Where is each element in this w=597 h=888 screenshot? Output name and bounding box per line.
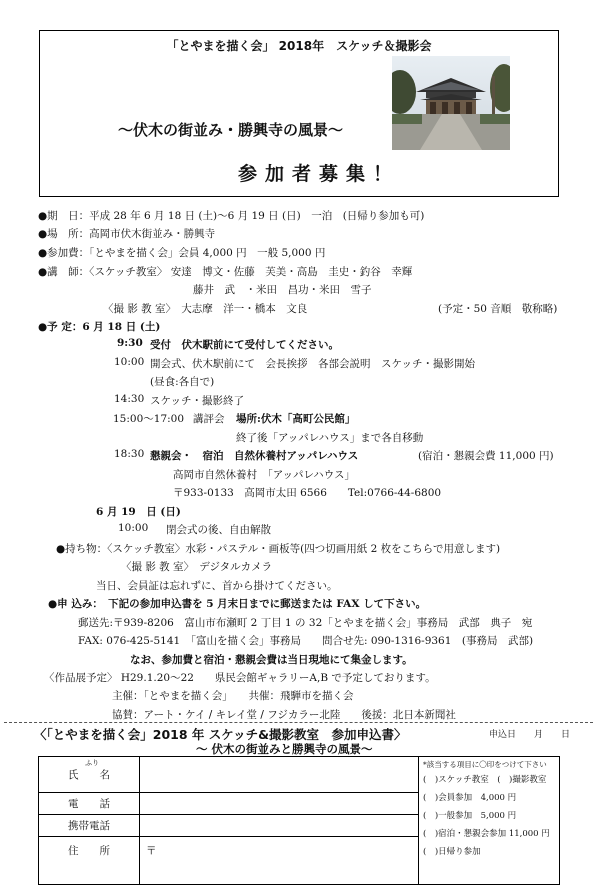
schedule-time: 15:00～17:00 <box>113 413 185 425</box>
form-title: 〈「とやまを描く会」2018 年 スケッチ&撮影教室 参加申込書〉 <box>34 727 407 742</box>
name-field[interactable] <box>140 757 419 793</box>
schedule-text: 高岡市自然休養村 「アッパレハウス」 <box>173 469 355 481</box>
schedule-time: 14:30 <box>114 393 145 405</box>
items-line-3: 当日、会員証は忘れずに、首から掛けてください。 <box>96 580 338 592</box>
temple-photo-image <box>392 56 510 150</box>
schedule-time: 10:00 <box>118 522 149 534</box>
schedule-time: 9:30 <box>117 337 143 349</box>
phone-field[interactable] <box>140 793 419 815</box>
schedule-text: 開会式、伏木駅前にて 会長挨拶 各部会説明 スケッチ・撮影開始 <box>150 358 475 370</box>
option-general[interactable]: ( )一般参加 5,000 円 <box>423 811 517 821</box>
schedule-time: 10:00 <box>114 356 145 368</box>
mobile-field[interactable] <box>140 815 419 837</box>
temple-photo <box>392 56 510 150</box>
mobile-label: 携帯電話 <box>39 815 140 837</box>
recruit-heading: 参加者募集！ <box>238 163 401 185</box>
day2-heading: 6 月 19 日 (日) <box>96 506 181 518</box>
schedule-text: 閉会式の後、自由解散 <box>166 524 271 536</box>
header-subtitle: ～伏木の街並み・勝興寺の風景～ <box>118 121 344 139</box>
schedule-text: (昼食:各自で) <box>150 376 215 388</box>
furigana-label: ふり <box>85 759 99 767</box>
place-line: ●場 所：高岡市伏木街並み・勝興寺 <box>38 228 216 240</box>
apply-line-1: ●申 込み： 下記の参加申込書を 5 月末日までに郵送または FAX して下さい。 <box>48 598 427 610</box>
apply-address: 郵送先:〒939-8206 富山市布瀬町 2 丁目 1 の 32「とやまを描く会」事務局 武部 典子 宛 <box>78 617 533 629</box>
option-class[interactable]: ( )スケッチ教室 ( )撮影教室 <box>423 775 547 785</box>
lecturer-line-3: 〈撮 影 教 室〉 大志摩 洋一・橋本 文良 <box>103 303 308 315</box>
address-field[interactable] <box>140 837 419 885</box>
lecturer-line-1: ●講 師：〈スケッチ教室〉 安達 博文・佐藤 芙美・高島 圭史・釣谷 幸輝 <box>38 266 413 278</box>
application-form-table <box>38 756 560 885</box>
apply-payment-note: なお、参加費と宿泊・懇親会費は当日現地にて集金します。 <box>130 654 413 666</box>
lecturer-note: (予定・50 音順 敬称略) <box>438 303 558 315</box>
lecturer-line-2: 藤井 武 ・米田 昌功・米田 雪子 <box>193 284 372 296</box>
schedule-heading: ●予 定：6 月 18 日 (土) <box>38 321 161 333</box>
items-line-2: 〈撮 影 教 室〉 デジタルカメラ <box>121 561 273 573</box>
apply-contact: FAX: 076-425-5141 「富山を描く会」事務局 問合せ先: 090-1316-9361 (事務局 武部) <box>78 635 534 647</box>
options-note: *該当する項目に〇印をつけて下さい <box>423 760 547 769</box>
schedule-text: 終了後「アッパレハウス」まで各自移動 <box>236 432 424 444</box>
options-cell <box>419 757 560 885</box>
items-line-1: ●持ち物：〈スケッチ教室〉水彩・パステル・画板等(四つ切画用紙 2 枚をこちらで用意します) <box>56 543 501 555</box>
review-venue: 場所:伏木「高町公民館」 <box>236 413 356 425</box>
option-stay[interactable]: ( )宿泊・懇親会参加 11,000 円 <box>423 829 550 839</box>
address-label: 住 所 <box>39 837 140 885</box>
header-box <box>39 30 559 197</box>
period-line: ●期 日：平成 28 年 6 月 18 日 (土)～6 月 19 日 (日) 一泊 (日帰り参加も可) <box>38 210 425 222</box>
stay-fee-note: (宿泊・懇親会費 11,000 円) <box>418 450 554 462</box>
schedule-text: 講評会 <box>193 413 225 425</box>
schedule-text: スケッチ・撮影終了 <box>150 395 244 407</box>
name-label: 氏 名 <box>68 769 110 781</box>
fee-line: ●参加費：「とやまを描く会」会員 4,000 円 一般 5,000 円 <box>38 247 326 259</box>
schedule-text: 〒933-0133 高岡市太田 6566 Tel:0766-44-6800 <box>173 487 442 499</box>
option-day-trip[interactable]: ( )日帰り参加 <box>423 847 481 857</box>
phone-label: 電 話 <box>39 793 140 815</box>
cut-line <box>4 722 593 723</box>
schedule-time: 18:30 <box>114 448 145 460</box>
form-date-label: 申込日 月 日 <box>489 730 571 740</box>
form-subtitle: ～ 伏木の街並みと勝興寺の風景～ <box>196 742 373 756</box>
option-member[interactable]: ( )会員参加 4,000 円 <box>423 793 517 803</box>
name-label-cell <box>39 757 140 793</box>
header-title: 「とやまを描く会」 2018年 スケッチ＆撮影会 <box>166 39 432 53</box>
sponsor-line: 協賛：アート・ケイ / キレイ堂 / フジカラー北陸 後援：北日本新聞社 <box>112 709 456 721</box>
postal-mark: 〒 <box>146 845 157 857</box>
exhibit-plan: 〈作品展予定〉 H29.1.20～22 県民会館ギャラリーA,B で予定しております。 <box>44 672 436 684</box>
schedule-text: 懇親会・ 宿泊 自然休養村アッパレハウス <box>150 450 359 462</box>
organizer-line: 主催：「とやまを描く会」 共催：飛騨市を描く会 <box>112 690 354 702</box>
schedule-text: 受付 伏木駅前にて受付してください。 <box>150 339 339 351</box>
